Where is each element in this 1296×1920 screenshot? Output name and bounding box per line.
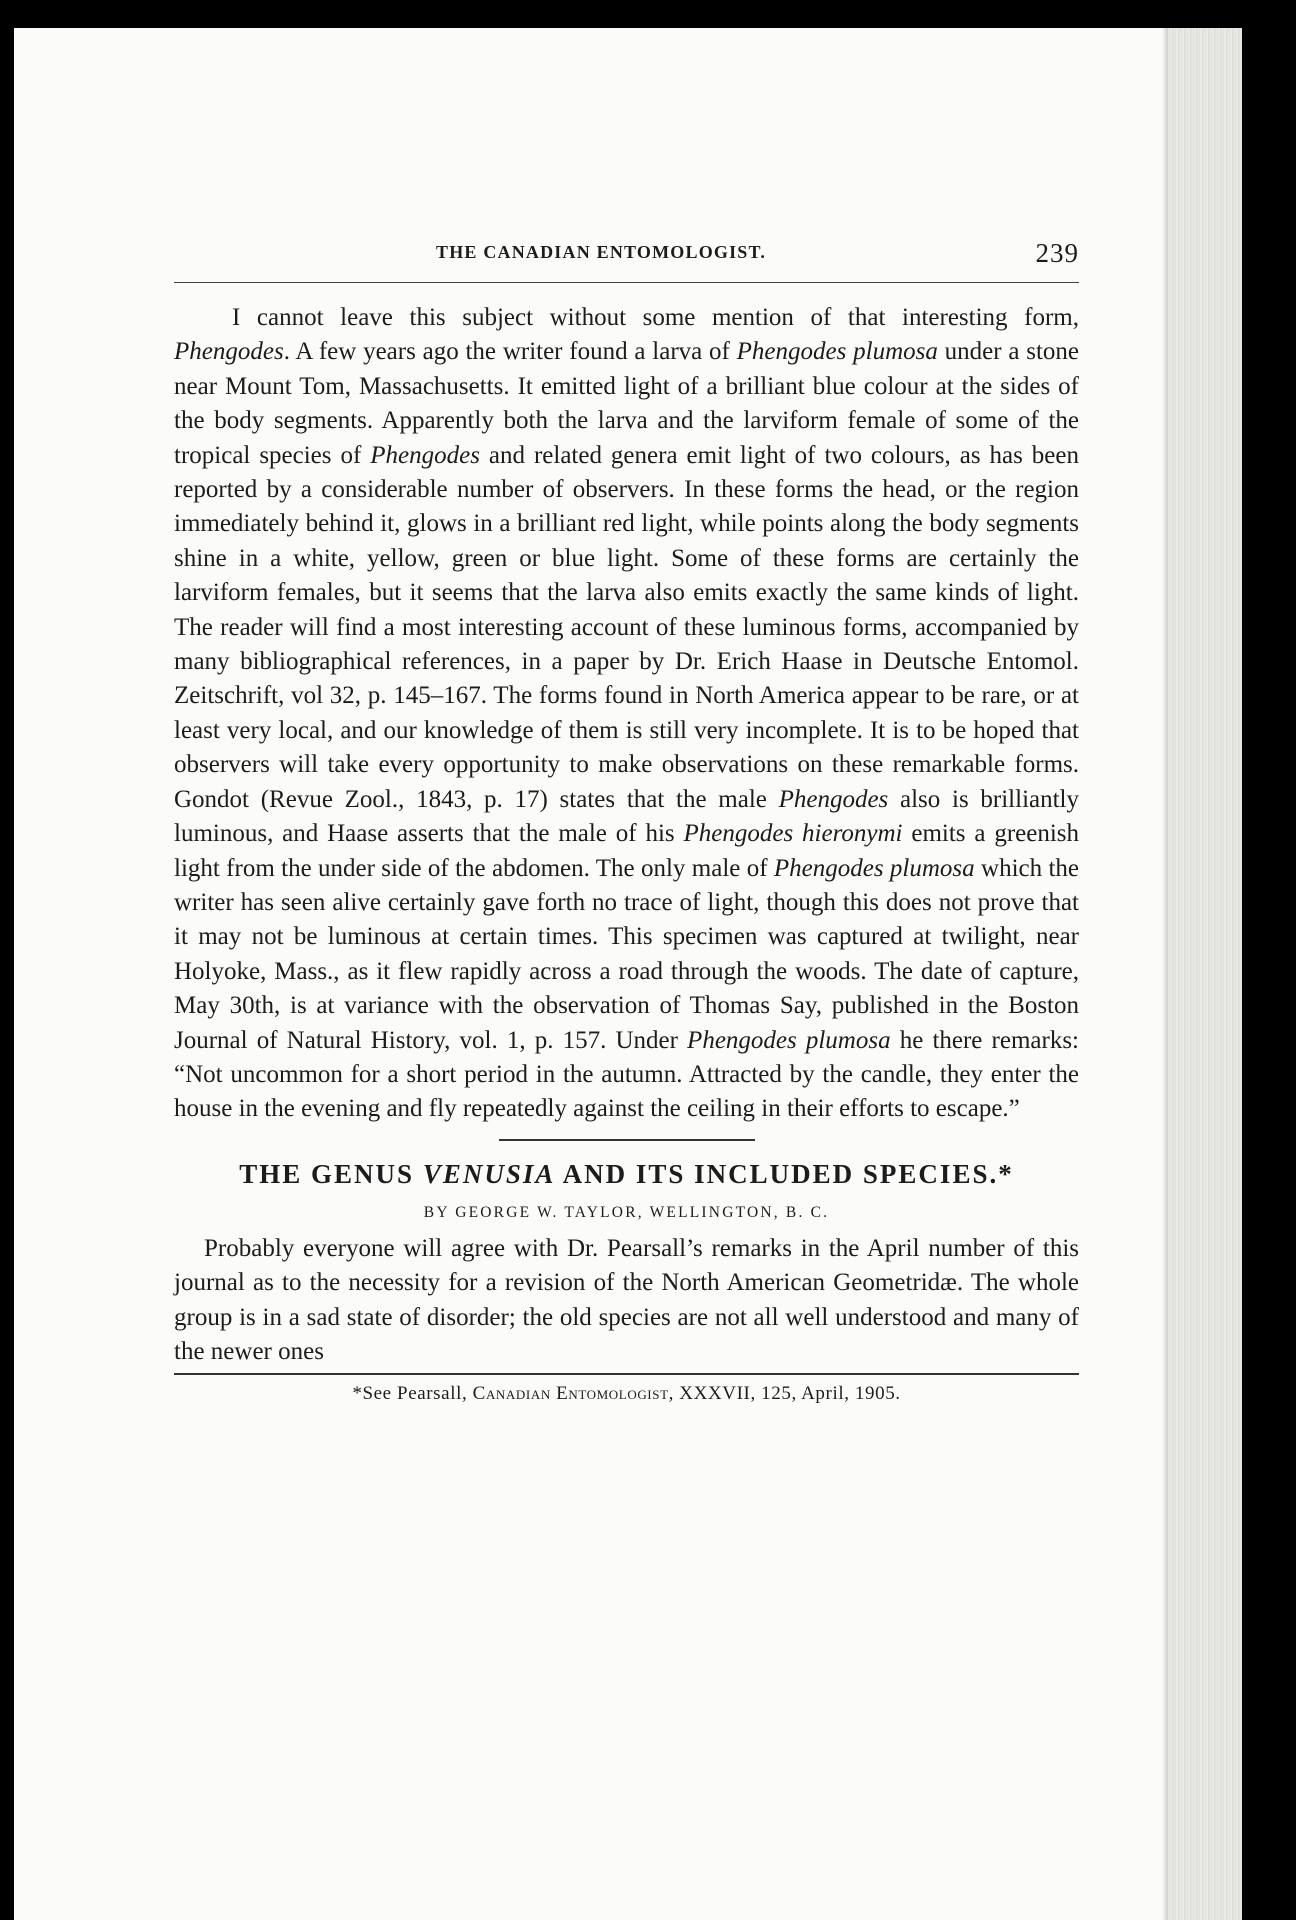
- text-run: I cannot leave this subject without some mention of that interesting form,: [232, 304, 1079, 331]
- header-rule: [174, 282, 1079, 283]
- page-edges: [1168, 28, 1242, 1920]
- intro-text: Probably everyone will agree with Dr. Pearsall’s remarks in the April number of this journal as to the necessity for a revision of the North American Geometridæ. The whole group is in a sad state of disorder; the old species are not all well understood and many of the newer ones: [174, 1234, 1079, 1365]
- footnote: [174, 1383, 1079, 1405]
- text-run: . A few years ago the writer found a larva of: [283, 338, 737, 366]
- article-byline: BY GEORGE W. TAYLOR, WELLINGTON, B. C.: [423, 1203, 830, 1221]
- book-page: [14, 28, 1242, 1920]
- taxon-name: Phengodes plumosa: [773, 854, 975, 882]
- page-content: [174, 238, 1079, 1405]
- footnote-post: , XXXVII, 125, April, 1905.: [668, 1383, 901, 1405]
- footnote-pre: *See Pearsall,: [352, 1383, 473, 1405]
- taxon-name: Phengodes hieronymi: [683, 820, 903, 848]
- phengodes-paragraph: [174, 301, 1079, 1127]
- footnote-rule: [174, 1373, 1079, 1375]
- section-divider: [499, 1139, 755, 1141]
- journal-title: THE CANADIAN ENTOMOLOGIST.: [436, 242, 767, 262]
- article-title: [174, 1159, 1079, 1190]
- title-part: AND ITS INCLUDED SPECIES.*: [555, 1158, 1014, 1189]
- taxon-name: Phengodes: [370, 441, 480, 469]
- taxon-name: Phengodes plumosa: [736, 338, 938, 366]
- taxon-name: Phengodes: [778, 785, 889, 813]
- article-intro-paragraph: [174, 1232, 1079, 1370]
- text-run: and related genera emit light of two colours, as has been reported by a considerable number of observers. In these forms the head, or the region immediately behind it, glows in a brilliant red light, while points along the body segments shine in a white, yellow, green or blue light. Some of these forms are certainly the larviform females, but it seems that the larva also emits exactly the same kinds of light. The reader will find a most interesting account of these luminous forms, accompanied by many bibliographical references, in a paper by Dr. Erich Haase in Deutsche Entomol. Zeitschrift, vol 32, p. 145–167. The forms found in North America appear to be rare, or at least very local, and our knowledge of them is still very incomplete. It is to be hoped that observers will take every opportunity to make observations on these remarkable forms. Gondot (Revue Zool., 1843, p. 17) states that the male: [174, 441, 1079, 813]
- running-head: [174, 238, 1079, 278]
- text-run: he there remarks: “Not uncommon for a short period in the autumn. Attracted by the candle, they enter the house in the evening and fly repeatedly against the ceiling in their efforts to escape.”: [174, 1026, 1079, 1123]
- title-genus: VENUSIA: [422, 1158, 556, 1189]
- text-run: which the writer has seen alive certainly gave forth no trace of light, though this does not prove that it may not be luminous at certain times. This specimen was captured at twilight, near Holyoke, Mass., as it flew rapidly across a road through the woods. The date of capture, May 30th, is at variance with the observation of Thomas Say, published in the Boston Journal of Natural History, vol. 1, p. 157. Under: [174, 854, 1080, 1054]
- title-part: THE GENUS: [239, 1158, 423, 1189]
- page-number: 239: [1035, 238, 1079, 268]
- text-run: emits a greenish light from the under side of the abdomen. The only male of: [174, 820, 1080, 882]
- taxon-name: Phengodes: [174, 338, 284, 366]
- taxon-name: Phengodes plumosa: [687, 1026, 891, 1054]
- text-run: under a stone near Mount Tom, Massachusetts. It emitted light of a brilliant blue colour at the sides of the body segments. Apparently both the larva and the larviform female of some of the tropical species of: [174, 338, 1080, 469]
- text-run: also is brilliantly luminous, and Haase asserts that the male of his: [174, 785, 1079, 848]
- footnote-journal: Canadian Entomologist: [472, 1383, 669, 1405]
